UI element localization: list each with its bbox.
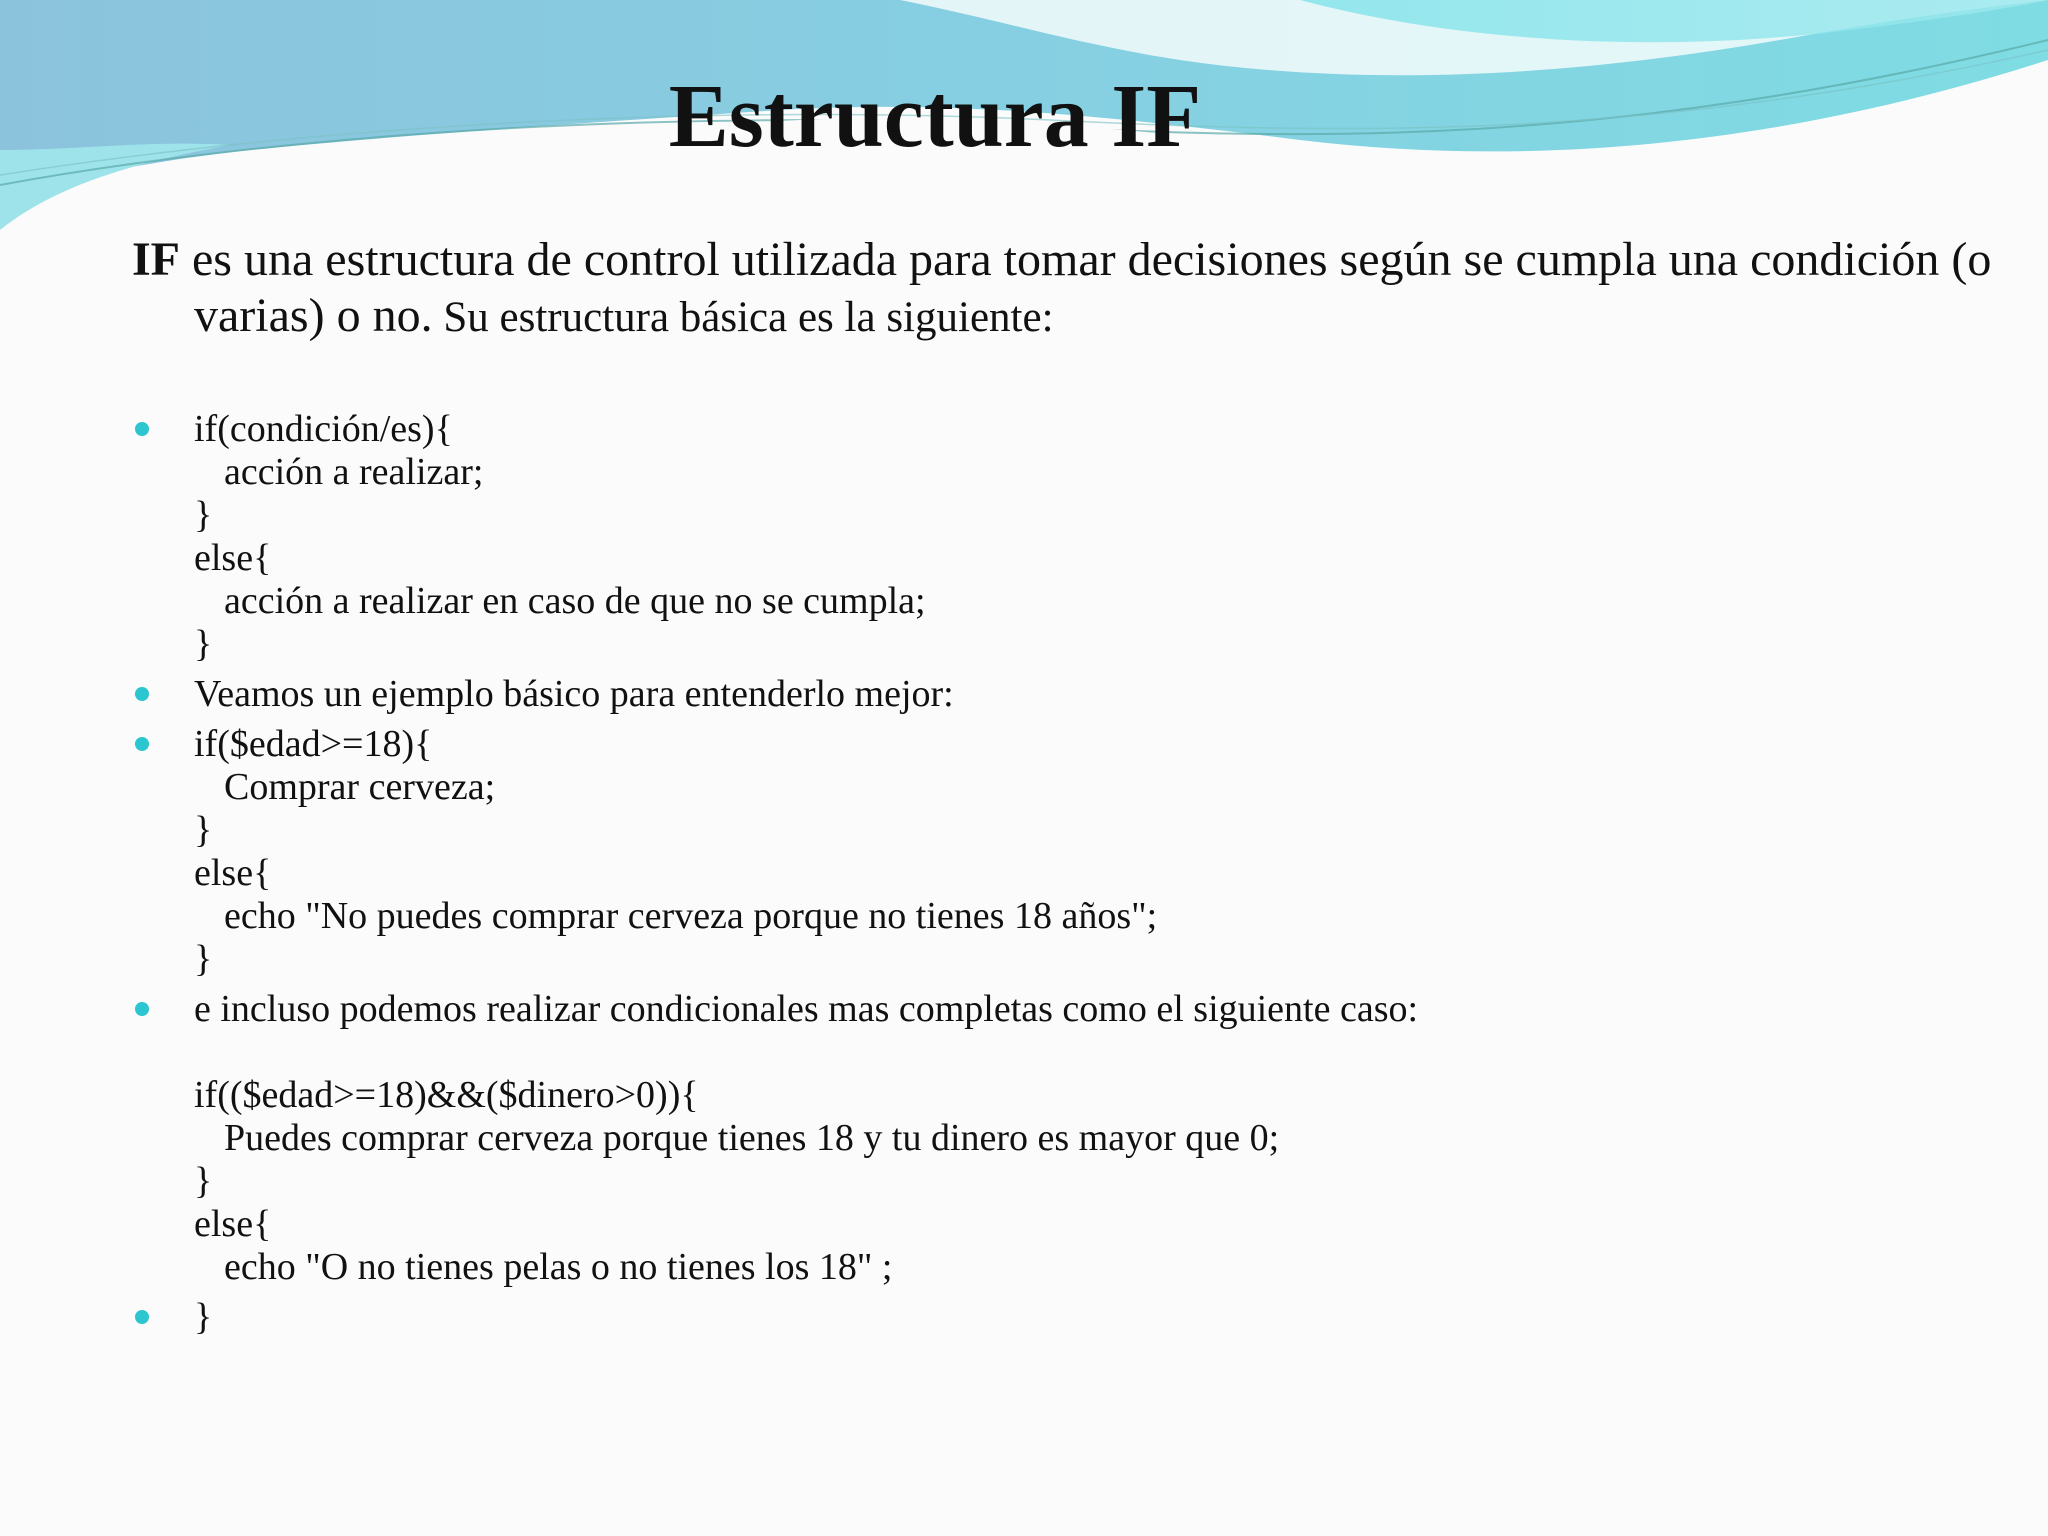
bullet-dot-icon xyxy=(135,737,149,751)
code-line: } xyxy=(194,1296,213,1338)
spacer xyxy=(194,1031,1932,1074)
code-line: if($edad>=18){ xyxy=(194,723,433,765)
code-line: else{ xyxy=(194,852,272,894)
bullet-item-example-code xyxy=(132,723,1932,981)
code-line: if(($edad>=18)&&($dinero>0)){ xyxy=(194,1074,699,1116)
code-line: echo "No puedes comprar cerveza porque no tienes 18 años"; xyxy=(224,895,1158,937)
code-line: Puedes comprar cerveza porque tienes 18 y tu dinero es mayor que 0; xyxy=(224,1117,1280,1159)
code-line: echo "O no tienes pelas o no tienes los 18" ; xyxy=(224,1246,893,1288)
bullet-text: Veamos un ejemplo básico para entenderlo mejor: xyxy=(194,673,954,715)
bullet-text: e incluso podemos realizar condicionales mas completas como el siguiente caso: xyxy=(194,988,1419,1030)
intro-text: es una estructura de control utilizada para tomar decisiones según se cumpla una condición (o varias) o no. xyxy=(180,233,1992,342)
intro-paragraph xyxy=(132,232,1994,346)
code-line: } xyxy=(194,938,213,980)
code-line: } xyxy=(194,1160,213,1202)
intro-keyword: IF xyxy=(132,233,180,286)
bullet-dot-icon xyxy=(135,687,149,701)
code-line: acción a realizar en caso de que no se cumpla; xyxy=(224,580,926,622)
bullet-list xyxy=(132,408,1932,1346)
code-line: } xyxy=(194,809,213,851)
bullet-item-compound-condition xyxy=(132,988,1932,1289)
bullet-dot-icon xyxy=(135,1002,149,1016)
code-line: Comprar cerveza; xyxy=(224,766,496,808)
bullet-dot-icon xyxy=(135,422,149,436)
bullet-item-example-intro xyxy=(132,673,1932,716)
intro-text-small: Su estructura básica es la siguiente: xyxy=(432,294,1054,341)
code-line: acción a realizar; xyxy=(224,451,484,493)
code-line: else{ xyxy=(194,1203,272,1245)
bullet-dot-icon xyxy=(135,1310,149,1324)
code-line: } xyxy=(194,623,213,665)
bullet-item-closing-brace xyxy=(132,1296,1932,1339)
code-line: else{ xyxy=(194,537,272,579)
slide-title: Estructura IF xyxy=(668,67,1202,166)
bullet-item-if-syntax xyxy=(132,408,1932,666)
code-line: } xyxy=(194,494,213,536)
code-line: if(condición/es){ xyxy=(194,408,453,450)
